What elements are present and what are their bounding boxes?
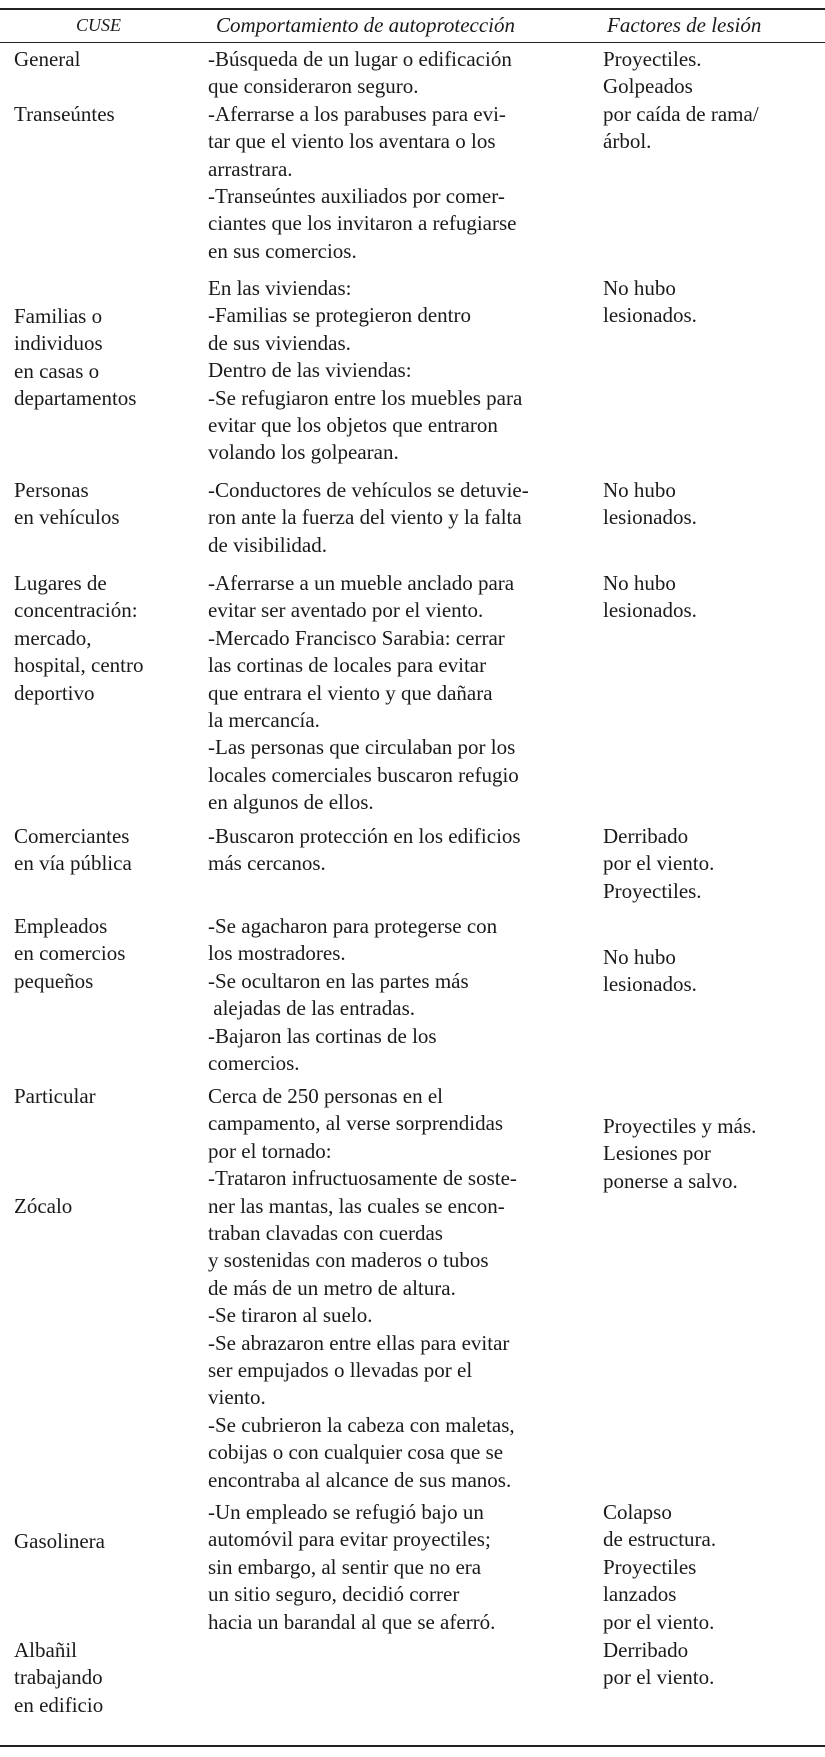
- cell-cuse: [14, 1083, 96, 1220]
- cell-line: No hubo: [603, 276, 676, 300]
- cell-behavior: [208, 570, 519, 817]
- cell-line: ciantes que los invitaron a refugiarse: [208, 211, 517, 236]
- cell-line: -Aferrarse a un mueble anclado para: [208, 571, 515, 595]
- cell-line: -Aferrarse a los parabuses para evi-: [208, 101, 506, 126]
- cell-line: lesionados.: [603, 505, 697, 530]
- cell-line: ponerse a salvo.: [603, 1168, 738, 1193]
- cell-line: deportivo: [14, 680, 95, 705]
- cell-line: Proyectiles: [603, 1554, 697, 1579]
- cell-cuse: [14, 570, 143, 707]
- cell-line: alejadas de las entradas.: [208, 996, 415, 1021]
- header-bottom-rule: [0, 42, 825, 43]
- cell-line: -Búsqueda de un lugar o edificación: [208, 47, 512, 71]
- cell-line: hospital, centro: [14, 653, 144, 678]
- cell-line: y sostenidas con maderos o tubos: [208, 1248, 489, 1273]
- cell-line: volando los golpearan.: [208, 440, 399, 465]
- cell-behavior: [208, 1499, 495, 1636]
- cell-line: lesionados.: [603, 598, 697, 623]
- cell-line: las cortinas de locales para evitar: [208, 653, 487, 678]
- cell-line: Zócalo: [14, 1193, 73, 1218]
- cell-line: viento.: [208, 1385, 266, 1410]
- cell-behavior: [208, 823, 521, 878]
- cell-behavior: [208, 275, 522, 467]
- cell-line: Colapso: [603, 1500, 672, 1524]
- cell-line: en algunos de ellos.: [208, 790, 374, 815]
- cell-line: -Se tiraron al suelo.: [208, 1303, 373, 1328]
- cell-line: -Se ocultaron en las partes más: [208, 968, 469, 993]
- cell-line: -Un empleado se refugió bajo un: [208, 1500, 484, 1524]
- cell-line: Derribado: [603, 1638, 689, 1662]
- cell-line: -Conductores de vehículos se detuvie-: [208, 478, 529, 502]
- cell-line: departamentos: [14, 386, 137, 411]
- cell-line: -Transeúntes auxiliados por comer-: [208, 184, 505, 209]
- cell-line: campamento, al verse sorprendidas: [208, 1111, 504, 1136]
- cell-line: los mostradores.: [208, 941, 346, 966]
- cell-line: en comercios: [14, 941, 126, 966]
- cell-line: -Trataron infructuosamente de soste-: [208, 1166, 517, 1191]
- cell-line: -Se agacharon para protegerse con: [208, 914, 498, 938]
- cell-line: Personas: [14, 478, 89, 502]
- cell-line: Lesiones por: [603, 1141, 711, 1166]
- cell-factors: [603, 823, 714, 905]
- cell-cuse: [14, 1528, 105, 1555]
- cell-line: en vía pública: [14, 851, 132, 876]
- cell-line: comercios.: [208, 1051, 300, 1076]
- cell-line: Comerciantes: [14, 824, 130, 848]
- cell-cuse: [14, 477, 120, 532]
- cell-line: más cercanos.: [208, 851, 326, 876]
- cell-line: lesionados.: [603, 972, 697, 997]
- cell-cuse: [14, 303, 136, 413]
- cell-factors: [603, 1113, 756, 1195]
- cell-line: Familias o: [14, 304, 103, 328]
- cell-line: ron ante la fuerza del viento y la falta: [208, 505, 522, 530]
- cell-line: -Se cubrieron la cabeza con maletas,: [208, 1412, 515, 1437]
- cell-line: de estructura.: [603, 1527, 717, 1552]
- cell-line: tar que el viento los aventara o los: [208, 129, 496, 154]
- cell-line: por el viento.: [603, 1609, 715, 1634]
- cell-line: Golpeados: [603, 74, 693, 99]
- cell-line: [14, 1110, 96, 1137]
- cell-cuse: [14, 1637, 103, 1719]
- cell-line: concentración:: [14, 598, 138, 623]
- cell-factors: [603, 275, 697, 330]
- cell-cuse: [14, 823, 132, 878]
- header-behavior: Comportamiento de autoprotección: [216, 13, 516, 37]
- cell-line: Transeúntes: [14, 101, 115, 126]
- header-cuse: CUSE: [76, 15, 121, 35]
- cell-line: ser empujados o llevadas por el: [208, 1358, 473, 1383]
- cell-factors: [603, 477, 697, 532]
- cell-line: por el viento.: [603, 1665, 715, 1690]
- cell-line: Proyectiles y más.: [603, 1114, 757, 1138]
- cell-line: locales comerciales buscaron refugio: [208, 762, 519, 787]
- cell-line: Dentro de las viviendas:: [208, 358, 412, 383]
- cell-line: En las viviendas:: [208, 276, 352, 300]
- cell-line: de visibilidad.: [208, 532, 327, 557]
- cell-cuse: [14, 913, 125, 995]
- cell-factors: [603, 1499, 716, 1636]
- cell-line: sin embargo, al sentir que no era: [208, 1554, 482, 1579]
- cell-line: arrastrara.: [208, 156, 293, 181]
- cell-line: hacia un barandal al que se aferró.: [208, 1609, 496, 1634]
- cell-line: que entrara el viento y que dañara: [208, 680, 493, 705]
- header-factors: Factores de lesión: [607, 13, 762, 37]
- cell-factors: [603, 944, 697, 999]
- cell-line: un sitio seguro, decidió correr: [208, 1582, 460, 1607]
- cell-line: en vehículos: [14, 505, 120, 530]
- cell-line: Albañil: [14, 1638, 77, 1662]
- cell-cuse: [14, 46, 115, 128]
- cell-line: -Se refugiaron entre los muebles para: [208, 385, 523, 410]
- cell-line: árbol.: [603, 129, 652, 154]
- cell-line: por caída de rama/: [603, 101, 759, 126]
- cell-factors: [603, 570, 697, 625]
- cell-line: por el tornado:: [208, 1138, 332, 1163]
- cell-line: [14, 1165, 96, 1192]
- cell-line: pequeños: [14, 968, 94, 993]
- cell-line: de más de un metro de altura.: [208, 1275, 456, 1300]
- cell-line: en edificio: [14, 1692, 104, 1717]
- cell-line: ner las mantas, las cuales se encon-: [208, 1193, 505, 1218]
- cell-line: mercado,: [14, 625, 92, 650]
- cell-line: lanzados: [603, 1582, 677, 1607]
- cell-line: lesionados.: [603, 303, 697, 328]
- cell-line: evitar que los objetos que entraron: [208, 413, 498, 438]
- cell-line: -Familias se protegieron dentro: [208, 303, 472, 328]
- cell-line: en casas o: [14, 358, 100, 383]
- cell-behavior: [208, 46, 516, 265]
- cell-behavior: [208, 1083, 517, 1494]
- table-bottom-rule: [0, 1745, 825, 1747]
- cell-line: por el viento.: [603, 851, 715, 876]
- cell-line: la mercancía.: [208, 708, 320, 733]
- cell-line: Particular: [14, 1084, 96, 1108]
- cell-line: que consideraron seguro.: [208, 74, 419, 99]
- cell-line: -Bajaron las cortinas de los: [208, 1023, 437, 1048]
- cell-line: [14, 1138, 96, 1165]
- cell-line: Gasolinera: [14, 1529, 105, 1553]
- cell-line: -Mercado Francisco Sarabia: cerrar: [208, 625, 505, 650]
- cell-line: Proyectiles.: [603, 878, 702, 903]
- cell-line: Derribado: [603, 824, 689, 848]
- cell-line: trabajando: [14, 1665, 103, 1690]
- cell-line: Empleados: [14, 914, 108, 938]
- cell-line: General: [14, 47, 81, 71]
- cell-line: individuos: [14, 331, 103, 356]
- cell-line: No hubo: [603, 571, 676, 595]
- cell-line: en sus comercios.: [208, 238, 357, 263]
- cell-line: cobijas o con cualquier cosa que se: [208, 1440, 504, 1465]
- cell-line: -Las personas que circulaban por los: [208, 735, 516, 760]
- cell-line: No hubo: [603, 478, 676, 502]
- cell-line: [14, 73, 115, 100]
- cell-line: automóvil para evitar proyectiles;: [208, 1527, 491, 1552]
- cell-line: -Buscaron protección en los edificios: [208, 824, 521, 848]
- cell-line: Proyectiles.: [603, 47, 702, 71]
- cell-line: Lugares de: [14, 571, 107, 595]
- cell-line: encontraba al alcance de sus manos.: [208, 1467, 512, 1492]
- cell-line: traban clavadas con cuerdas: [208, 1221, 443, 1246]
- cell-behavior: [208, 913, 497, 1077]
- table-top-rule: [0, 8, 825, 10]
- cell-factors: [603, 1637, 714, 1692]
- cell-line: -Se abrazaron entre ellas para evitar: [208, 1330, 510, 1355]
- cell-behavior: [208, 477, 529, 559]
- cell-line: evitar ser aventado por el viento.: [208, 598, 484, 623]
- cell-line: No hubo: [603, 945, 676, 969]
- cell-line: Cerca de 250 personas en el: [208, 1084, 443, 1108]
- cell-factors: [603, 46, 759, 156]
- cell-line: de sus viviendas.: [208, 330, 351, 355]
